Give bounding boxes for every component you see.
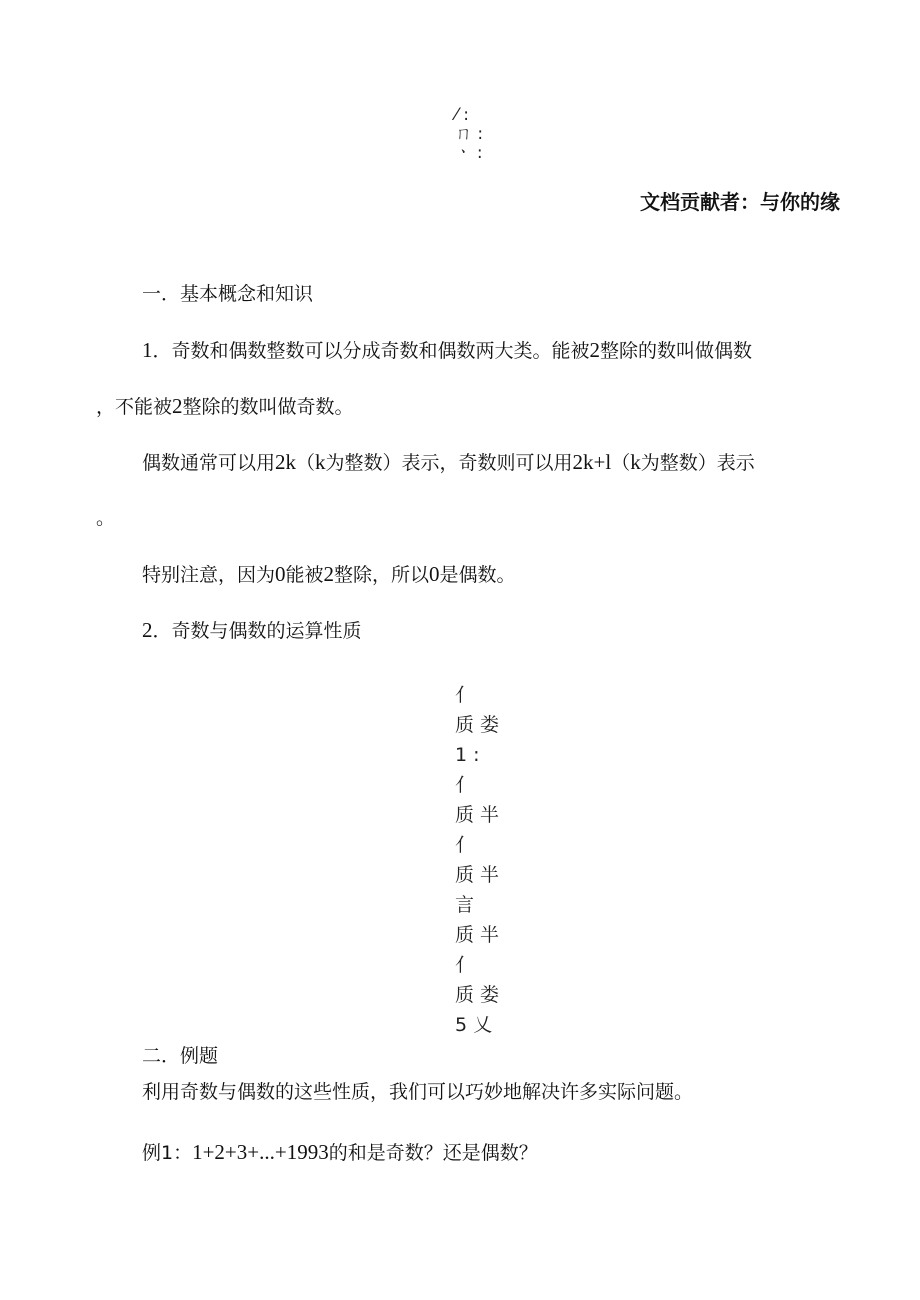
example-label: 例1：	[142, 1142, 193, 1164]
fragment-line: 1 :	[455, 744, 480, 766]
fragment-line: 质 娄	[455, 984, 500, 1006]
example-1	[142, 1140, 538, 1165]
author-line: 文档贡献者：与你的缘	[640, 190, 840, 214]
fragment-line: 亻	[455, 774, 475, 796]
title-fragment-line: ㄇ :	[455, 124, 484, 144]
item-1-number: 1	[142, 338, 153, 362]
text-run: 为整数）表示	[640, 452, 755, 474]
number-two: 2	[589, 338, 601, 362]
paragraph-zero-note	[142, 562, 516, 587]
item-1-line-2b: 整除的数叫做奇数。	[182, 396, 354, 418]
fragment-line: 质 半	[455, 804, 500, 826]
fragment-line: 亻	[455, 684, 475, 706]
fragment-line: 质 娄	[455, 714, 500, 736]
section-heading-1: 一．基本概念和知识	[142, 283, 314, 305]
fragment-line: 亻	[455, 834, 475, 856]
number-two: 2	[323, 562, 335, 586]
example-question: 的和是奇数？还是偶数？	[328, 1142, 538, 1164]
item-1-line-1	[142, 338, 752, 363]
item-2-number: 2	[142, 618, 153, 642]
expr-2k: 2k	[275, 450, 297, 474]
title-fragment	[455, 105, 484, 164]
section-heading-2: 二．例题	[142, 1045, 219, 1067]
text-run: 为整数）表示，奇数则可以用	[325, 452, 573, 474]
example-expression: 1+2+3+...+1993	[192, 1140, 329, 1164]
item-1-line-2	[96, 394, 354, 419]
item-2-text: ．奇数与偶数的运算性质	[152, 620, 362, 642]
title-fragment-line: ⁄ :	[455, 105, 469, 125]
text-run: （	[296, 452, 316, 474]
title-fragment-line: ㆍ :	[455, 143, 483, 163]
text-run: 是偶数。	[439, 564, 516, 586]
item-1-line-2a: ，不能被	[96, 396, 173, 418]
text-run: 偶数通常可以用	[142, 452, 276, 474]
text-run: 特别注意，因为	[142, 564, 276, 586]
fragment-line: 质 半	[455, 864, 500, 886]
fragment-line: 言	[455, 894, 475, 916]
number-zero: 0	[275, 562, 286, 586]
truncated-table-fragment	[455, 680, 500, 1040]
var-k: k	[630, 450, 641, 474]
number-zero: 0	[429, 562, 440, 586]
item-1-text-b: 整除的数叫做偶数	[600, 340, 753, 362]
item-1-text: ．奇数和偶数整数可以分成奇数和偶数两大类。能被	[152, 340, 590, 362]
paragraph-end-mark: 。	[96, 507, 116, 529]
fragment-line: 5 乂	[455, 1014, 493, 1036]
text-run: 整除，所以	[334, 564, 430, 586]
text-run: （	[611, 452, 631, 474]
paragraph-even-odd-form	[142, 450, 755, 475]
fragment-line: 亻	[455, 954, 475, 976]
number-two: 2	[172, 394, 183, 418]
item-2-heading	[142, 618, 362, 643]
var-k: k	[315, 450, 326, 474]
fragment-line: 质 半	[455, 924, 500, 946]
expr-2k-plus-1: 2k+l	[572, 450, 612, 474]
section-2-intro: 利用奇数与偶数的这些性质，我们可以巧妙地解决许多实际问题。	[142, 1081, 694, 1103]
text-run: 能被	[285, 564, 324, 586]
